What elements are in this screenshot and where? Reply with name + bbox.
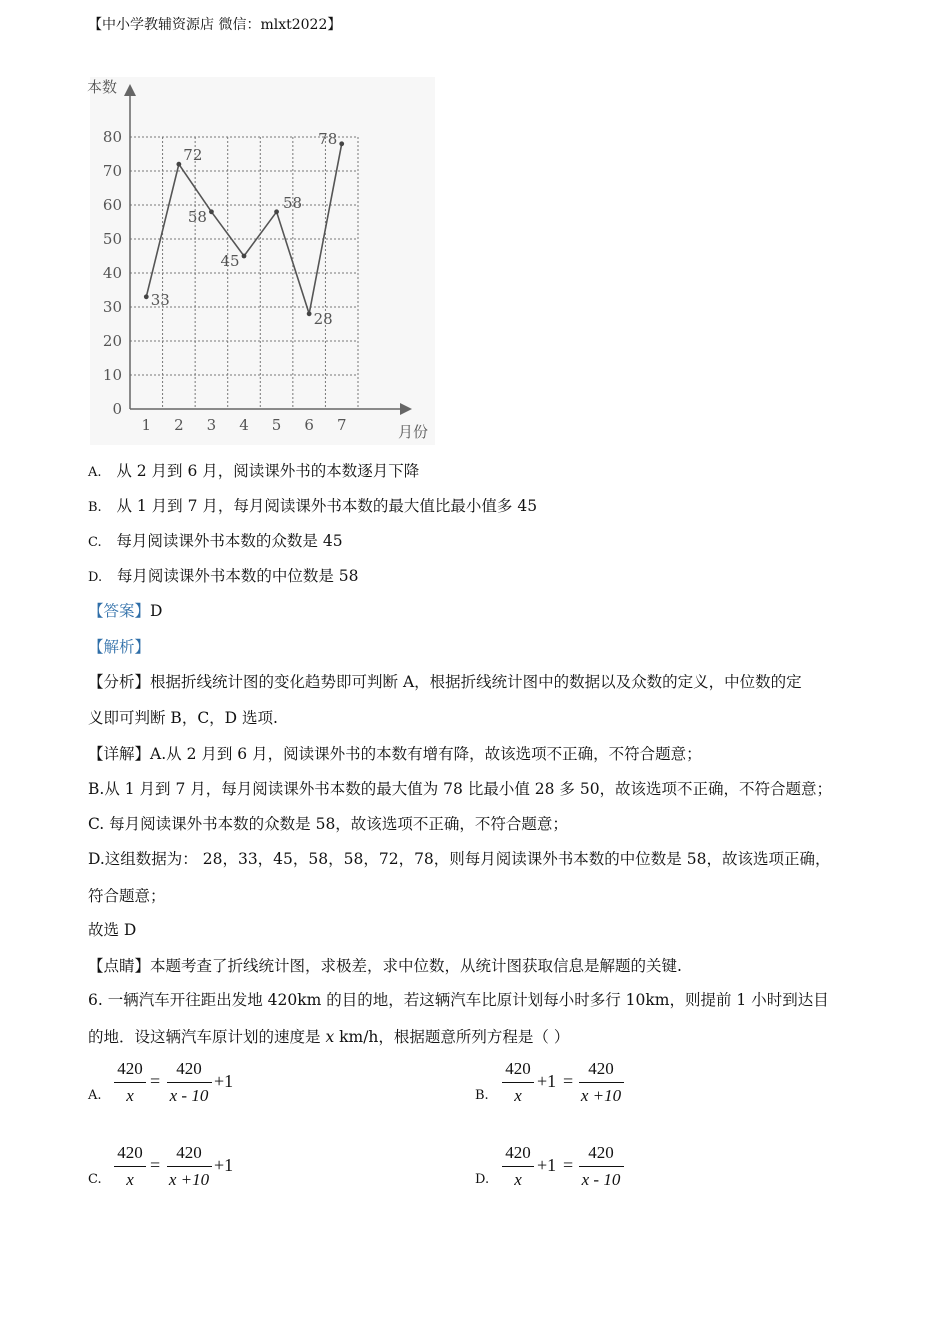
- data-label: 45: [220, 252, 240, 270]
- x-tick-label: 6: [304, 416, 314, 434]
- xiangjie-a: 【详解】A.从 2 月到 6 月，阅读课外书的本数有增有降，故该选项不正确，不符合题意；: [88, 745, 702, 763]
- q6-a-den1: x: [126, 1086, 134, 1105]
- q6-line1: 6. 一辆汽车开往距出发地 420km 的目的地，若这辆汽车比原计划每小时多行 10km，则提前 1 小时到达目: [88, 991, 829, 1009]
- q6-c-eq: =: [150, 1155, 161, 1175]
- q6-option-d-letter: D.: [475, 1172, 490, 1187]
- x-axis-title: 月份: [397, 423, 429, 441]
- dianjing-line: 【点睛】本题考查了折线统计图，求极差，求中位数，从统计图获取信息是解题的关键.: [88, 957, 682, 975]
- data-point: [176, 162, 181, 167]
- q6-option-b-letter: B.: [475, 1088, 489, 1103]
- q6-d-num2: 420: [588, 1143, 614, 1162]
- fenxi-tag: 【分析】: [88, 673, 151, 691]
- line-chart: [80, 72, 440, 452]
- q6-b-num1: 420: [505, 1059, 531, 1078]
- q6-c-num1: 420: [117, 1143, 143, 1162]
- q6-c-bar2: [167, 1166, 212, 1167]
- q6-option-a-letter: A.: [88, 1088, 102, 1103]
- q5-option-d-text: 每月阅读课外书本数的中位数是 58: [116, 567, 359, 585]
- q6-d-plus: +1: [537, 1155, 557, 1175]
- data-point: [209, 209, 214, 214]
- q5-option-d: D. 每月阅读课外书本数的中位数是 58: [88, 567, 359, 585]
- data-label: 58: [187, 207, 207, 226]
- data-point: [274, 209, 279, 214]
- xiangjie-tag: 【详解】: [88, 745, 151, 763]
- xiangjie-b: B.从 1 月到 7 月，每月阅读课外书本数的最大值为 78 比最小值 28 多 50，故该选项不正确，不符合题意；: [88, 780, 833, 798]
- x-tick-label: 3: [206, 416, 217, 434]
- q5-option-a-text: 从 2 月到 6 月，阅读课外书的本数逐月下降: [116, 462, 420, 480]
- q6-a-num1: 420: [117, 1059, 143, 1078]
- q6-d-den2: x - 10: [581, 1170, 621, 1189]
- chart-background: [90, 77, 435, 445]
- q6-b-plus: +1: [537, 1071, 557, 1091]
- q6-d-eq: =: [563, 1155, 574, 1175]
- y-tick-label: 70: [102, 162, 122, 180]
- q6-a-plus: +1: [214, 1071, 234, 1091]
- y-tick-label: 0: [112, 400, 122, 418]
- y-tick-label: 50: [102, 230, 122, 248]
- q6-d-num1: 420: [505, 1143, 531, 1162]
- xiangjie-d2: 符合题意；: [88, 887, 166, 905]
- xiangjie-d1: D.这组数据为： 28，33，45，58，58，72，78，则每月阅读课外书本数的中位数是 58，故该选项正确，: [88, 850, 831, 868]
- x-tick-label: 7: [336, 416, 347, 434]
- q6-d-bar2: [579, 1166, 624, 1167]
- q6-option-c-letter: C.: [88, 1172, 102, 1187]
- answer-value: D: [150, 602, 163, 620]
- q6-b-bar2: [579, 1082, 624, 1083]
- y-tick-label: 20: [102, 332, 122, 350]
- x-tick-label: 1: [141, 416, 152, 434]
- q6-d-bar1: [502, 1166, 534, 1167]
- data-point: [339, 141, 344, 146]
- q6-a-num2: 420: [176, 1059, 202, 1078]
- y-tick-label: 10: [102, 366, 122, 384]
- q6-c-num2: 420: [176, 1143, 202, 1162]
- q6-b-eq: =: [563, 1071, 574, 1091]
- answer-line: [88, 599, 162, 621]
- q5-option-c: C. 每月阅读课外书本数的众数是 45: [88, 532, 343, 550]
- data-point: [144, 294, 149, 299]
- q6-a-den2: x - 10: [169, 1086, 209, 1105]
- q6-c-bar1: [114, 1166, 146, 1167]
- y-tick-label: 60: [102, 196, 122, 214]
- q5-option-b: B. 从 1 月到 7 月，每月阅读课外书本数的最大值比最小值多 45: [88, 497, 538, 515]
- header-watermark: 【中小学教辅资源店 微信：mlxt2022】: [88, 17, 342, 33]
- dianjing-tag: 【点睛】: [88, 957, 151, 975]
- q6-a-bar1: [114, 1082, 146, 1083]
- y-axis-title: 本数: [86, 78, 118, 96]
- q6-b-num2: 420: [588, 1059, 614, 1078]
- data-label: 72: [183, 146, 203, 165]
- fenxi-line1: 【分析】根据折线统计图的变化趋势即可判断 A，根据折线统计图中的数据以及众数的定义，中位数的定: [88, 673, 802, 691]
- y-tick-label: 30: [102, 298, 122, 316]
- data-point: [242, 254, 247, 259]
- data-point: [307, 311, 312, 316]
- q5-option-b-text: 从 1 月到 7 月，每月阅读课外书本数的最大值比最小值多 45: [116, 497, 538, 515]
- q6-c-plus: +1: [214, 1155, 234, 1175]
- q6-d-den1: x: [514, 1170, 522, 1189]
- x-tick-label: 4: [239, 416, 249, 434]
- y-tick-label: 40: [102, 264, 122, 282]
- q6-c-den2: x +10: [168, 1170, 210, 1189]
- data-label: 58: [283, 193, 303, 212]
- q6-b-bar1: [502, 1082, 534, 1083]
- q5-option-c-text: 每月阅读课外书本数的众数是 45: [116, 532, 343, 550]
- q6-b-den2: x +10: [580, 1086, 622, 1105]
- data-label: 78: [318, 129, 338, 148]
- data-label: 33: [150, 290, 170, 309]
- q6-a-eq: =: [150, 1071, 161, 1091]
- x-tick-label: 2: [174, 416, 184, 434]
- x-tick-label: 5: [271, 416, 282, 434]
- q6-c-den1: x: [126, 1170, 134, 1189]
- analysis-tag: 【解析】: [88, 638, 151, 656]
- q6-line2: 的地．设这辆汽车原计划的速度是 x km/h，根据题意所列方程是（ ）: [88, 1028, 570, 1046]
- xiangjie-c: C. 每月阅读课外书本数的众数是 58，故该选项不正确，不符合题意；: [88, 815, 568, 833]
- fenxi-line2: 义即可判断 B，C，D 选项.: [88, 709, 278, 727]
- q6-b-den1: x: [514, 1086, 522, 1105]
- choose-line: 故选 D: [88, 921, 137, 939]
- y-tick-label: 80: [102, 128, 122, 146]
- q6-a-bar2: [167, 1082, 212, 1083]
- q5-option-a: A. 从 2 月到 6 月，阅读课外书的本数逐月下降: [88, 462, 420, 480]
- data-label: 28: [313, 309, 333, 328]
- answer-tag: 【答案】: [88, 602, 151, 620]
